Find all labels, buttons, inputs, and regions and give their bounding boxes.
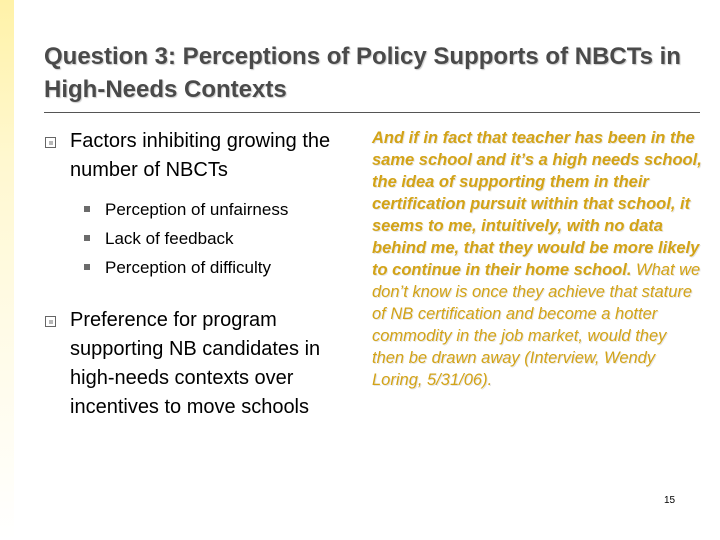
sub-bullet-item bbox=[44, 253, 364, 282]
sub-bullet-text: Perception of unfairness bbox=[105, 200, 289, 219]
quote-continuation: What we don’t know is once they achieve that stature of NB certification and become a hotter commodity in the job market, would they then be drawn away (Interview, Wendy Loring, 5/31/06). bbox=[372, 261, 701, 389]
square-bullet-icon bbox=[45, 137, 56, 148]
square-bullet-icon bbox=[45, 316, 56, 327]
bullet-list bbox=[44, 127, 364, 422]
bullet-text: Factors inhibiting growing the number of NBCTs bbox=[70, 130, 331, 181]
bullet-item bbox=[44, 127, 364, 185]
small-square-bullet-icon bbox=[84, 235, 90, 241]
bullet-item bbox=[44, 306, 364, 422]
small-square-bullet-icon bbox=[84, 206, 90, 212]
sub-bullet-list bbox=[44, 195, 364, 282]
sub-bullet-text: Lack of feedback bbox=[105, 229, 234, 248]
page-number: 15 bbox=[664, 495, 676, 506]
decorative-side-bar bbox=[0, 0, 14, 540]
bullet-text: Preference for program supporting NB candidates in high-needs contexts over incentives to move schools bbox=[70, 309, 321, 418]
small-square-bullet-icon bbox=[84, 264, 90, 270]
sub-bullet-item bbox=[44, 195, 364, 224]
sub-bullet-text: Perception of difficulty bbox=[105, 258, 271, 277]
title-divider bbox=[44, 112, 700, 113]
interview-quote bbox=[372, 127, 702, 391]
sub-bullet-item bbox=[44, 224, 364, 253]
quote-emphasis: And if in fact that teacher has been in the same school and it’s a high needs school, the idea of supporting them in their certification pursuit within that school, it seems to me, intuitively, with no data behind me, that they would be more likely to continue in their home school. bbox=[372, 129, 702, 279]
slide-title: Question 3: Perceptions of Policy Supports of NBCTs in High-Needs Contexts bbox=[44, 43, 681, 103]
